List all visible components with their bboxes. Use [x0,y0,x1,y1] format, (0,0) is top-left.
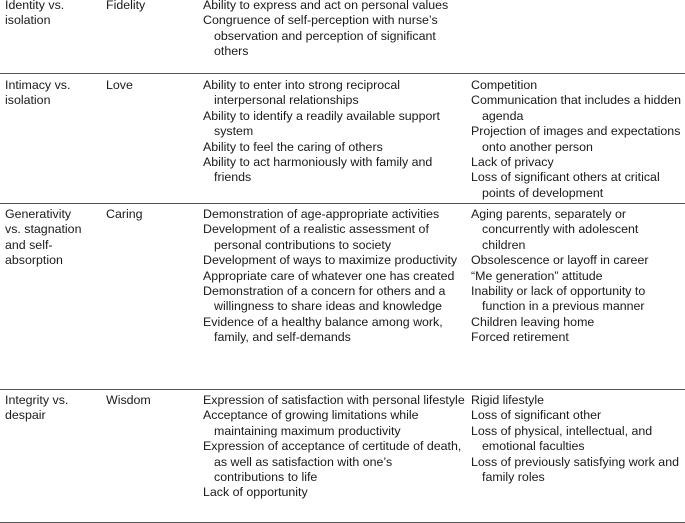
virtue-cell [106,78,196,93]
list-item: Competition [471,78,538,92]
stage-text: Intimacy vs. isolation [5,78,71,108]
list-item: Obsolescence or layoff in career [471,253,649,268]
virtue-text: Wisdom [106,393,151,407]
list-item: Evidence of a healthy balance among work, family, and self-demands [203,314,443,345]
list-item: Children leaving home [471,314,595,329]
stage-cell [5,0,97,29]
stressors-cell [471,393,683,485]
table-row [0,390,685,523]
list-item: Ability to enter into strong reciprocal interpersonal relationships [203,78,400,108]
list-item: Forced retirement [471,330,569,345]
list-item: Loss of previously satisfying work and family roles [471,454,679,485]
stage-text: Generativity vs. stagnation and self-absorption [5,207,82,268]
list-item: Ability to express and act on personal values [203,0,449,12]
table-row [0,74,685,204]
list-item: Expression of satisfaction with personal lifestyle [203,393,465,407]
virtue-cell [106,207,196,222]
list-item: Demonstration of a concern for others and a willingness to share ideas and knowledge [203,284,446,314]
stage-cell [5,393,97,424]
virtue-text: Love [106,78,133,92]
virtue-cell [106,393,196,408]
list-item: Loss of physical, intellectual, and emotional faculties [471,423,653,454]
virtue-text: Fidelity [106,0,146,12]
list-item: Development of a realistic assessment of personal contributions to society [203,222,429,252]
stressors-cell [471,207,683,346]
list-item: Inability or lack of opportunity to function in a previous manner [471,284,646,314]
list-item: Aging parents, separately or concurrently with adolescent children [471,207,639,252]
list-item: Acceptance of growing limitations while maintaining maximum productivity [203,408,419,438]
stage-cell [5,207,97,269]
indicators-cell [203,0,465,60]
list-item: Ability to act harmoniously with family and friends [203,155,433,185]
list-item: Development of ways to maximize productivity [203,253,458,268]
list-item: “Me generation” attitude [471,268,603,283]
indicators-cell [203,393,465,501]
stage-text: Integrity vs. despair [5,393,69,423]
indicators-cell [203,78,465,186]
virtue-cell [106,0,196,13]
table-row [0,0,685,74]
stressors-cell [471,78,683,201]
virtue-text: Caring [106,207,143,221]
list-item: Demonstration of age-appropriate activities [203,207,440,221]
list-item: Projection of images and expectations onto another person [471,124,681,154]
list-item: Ability to identify a readily available support system [203,108,440,139]
list-item: Rigid lifestyle [471,393,544,407]
table-row [0,204,685,390]
stage-cell [5,78,97,109]
list-item: Communication that includes a hidden agenda [471,93,682,123]
list-item: Loss of significant others at critical points of development [471,170,660,200]
list-item: Lack of privacy [471,155,554,170]
list-item: Ability to feel the caring of others [203,139,383,154]
indicators-cell [203,207,465,346]
list-item: Loss of significant other [471,408,602,423]
list-item: Congruence of self-perception with nurse’s observation and perception of significant others [203,13,438,59]
stage-text: Identity vs. isolation [5,0,65,28]
list-item: Appropriate care of whatever one has created [203,268,455,283]
list-item: Lack of opportunity [203,485,308,500]
list-item: Expression of acceptance of certitude of death, as well as satisfaction with one’s contributions to life [203,439,462,485]
